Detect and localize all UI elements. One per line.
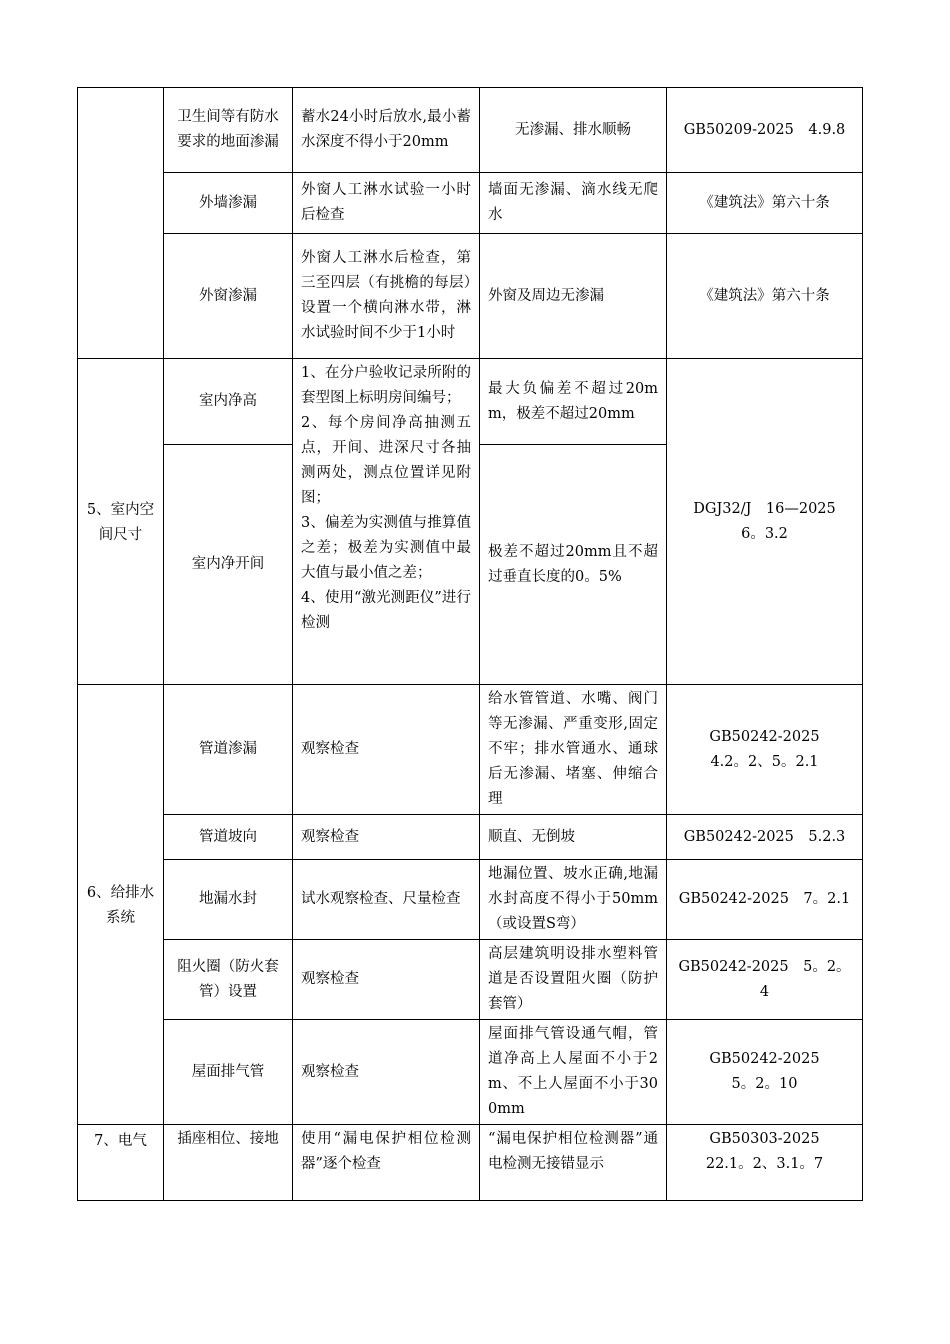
table-row <box>78 940 863 1020</box>
standard-cell: GB50303-2025 22.1。2、3.1。7 <box>667 1125 863 1201</box>
table-row <box>78 234 863 359</box>
table-row <box>78 359 863 445</box>
table-row <box>78 685 863 815</box>
item-cell: 室内净高 <box>164 359 293 445</box>
item-cell: 阻火圈（防火套管）设置 <box>164 940 293 1020</box>
method-cell: 观察检查 <box>293 940 480 1020</box>
inspection-table <box>77 87 863 1201</box>
table-row <box>78 1125 863 1201</box>
method-cell: 外窗人工淋水试验一小时后检查 <box>293 173 480 234</box>
table-row <box>78 173 863 234</box>
requirement-cell: 高层建筑明设排水塑料管道是否设置阻火圈（防护套管） <box>480 940 667 1020</box>
method-cell: 观察检查 <box>293 1020 480 1125</box>
section-title-5: 5、室内空间尺寸 <box>78 359 164 685</box>
method-cell: 使用“漏电保护相位检测器”逐个检查 <box>293 1125 480 1201</box>
item-cell: 屋面排气管 <box>164 1020 293 1125</box>
standard-cell: 《建筑法》第六十条 <box>667 234 863 359</box>
requirement-cell: 无渗漏、排水顺畅 <box>480 88 667 173</box>
table-row <box>78 88 863 173</box>
requirement-cell: 外窗及周边无渗漏 <box>480 234 667 359</box>
standard-cell: DGJ32/J 16—2025 6。3.2 <box>667 359 863 685</box>
requirement-cell: 屋面排气管设通气帽，管道净高上人屋面不小于2m、不上人屋面不小于300mm <box>480 1020 667 1125</box>
standard-cell: GB50242-2025 5。2。4 <box>667 940 863 1020</box>
requirement-cell: 顺直、无倒坡 <box>480 815 667 860</box>
requirement-cell: 最大负偏差不超过20mm，极差不超过20mm <box>480 359 667 445</box>
section-title-6: 6、给排水系统 <box>78 685 164 1125</box>
item-cell: 卫生间等有防水要求的地面渗漏 <box>164 88 293 173</box>
standard-cell: GB50242-2025 5。2。10 <box>667 1020 863 1125</box>
item-cell: 室内净开间 <box>164 445 293 685</box>
table-row <box>78 815 863 860</box>
item-cell: 管道渗漏 <box>164 685 293 815</box>
standard-cell: GB50209-2025 4.9.8 <box>667 88 863 173</box>
method-cell: 观察检查 <box>293 685 480 815</box>
item-cell: 外墙渗漏 <box>164 173 293 234</box>
item-cell: 管道坡向 <box>164 815 293 860</box>
method-cell: 观察检查 <box>293 815 480 860</box>
method-cell: 外窗人工淋水后检查，第三至四层（有挑檐的每层）设置一个横向淋水带，淋水试验时间不少于1小时 <box>293 234 480 359</box>
method-cell: 蓄水24小时后放水,最小蓄水深度不得小于20mm <box>293 88 480 173</box>
item-cell: 插座相位、接地 <box>164 1125 293 1201</box>
standard-cell: 《建筑法》第六十条 <box>667 173 863 234</box>
item-cell: 外窗渗漏 <box>164 234 293 359</box>
standard-cell: GB50242-2025 7。2.1 <box>667 860 863 940</box>
section-cell-continued <box>78 88 164 359</box>
requirement-cell: 墙面无渗漏、滴水线无爬水 <box>480 173 667 234</box>
requirement-cell: 极差不超过20mm且不超过垂直长度的0。5% <box>480 445 667 685</box>
requirement-cell: 地漏位置、坡水正确,地漏水封高度不得小于50mm（或设置S弯） <box>480 860 667 940</box>
standard-cell: GB50242-2025 4.2。2、5。2.1 <box>667 685 863 815</box>
requirement-cell: 给水管管道、水嘴、阀门等无渗漏、严重变形,固定不牢；排水管通水、通球后无渗漏、堵塞、伸缩合理 <box>480 685 667 815</box>
method-cell: 试水观察检查、尺量检查 <box>293 860 480 940</box>
table-row <box>78 1020 863 1125</box>
item-cell: 地漏水封 <box>164 860 293 940</box>
section-title-7: 7、电气 <box>78 1125 164 1201</box>
requirement-cell: “漏电保护相位检测器”通电检测无接错显示 <box>480 1125 667 1201</box>
table-row <box>78 860 863 940</box>
method-cell: 1、在分户验收记录所附的套型图上标明房间编号； 2、每个房间净高抽测五点，开间、进深尺寸各抽测两处，测点位置详见附图； 3、偏差为实测值与推算值之差；极差为实测值中最大值与最小值之差； 4、使用“激光测距仪”进行检测 <box>293 359 480 685</box>
standard-cell: GB50242-2025 5.2.3 <box>667 815 863 860</box>
